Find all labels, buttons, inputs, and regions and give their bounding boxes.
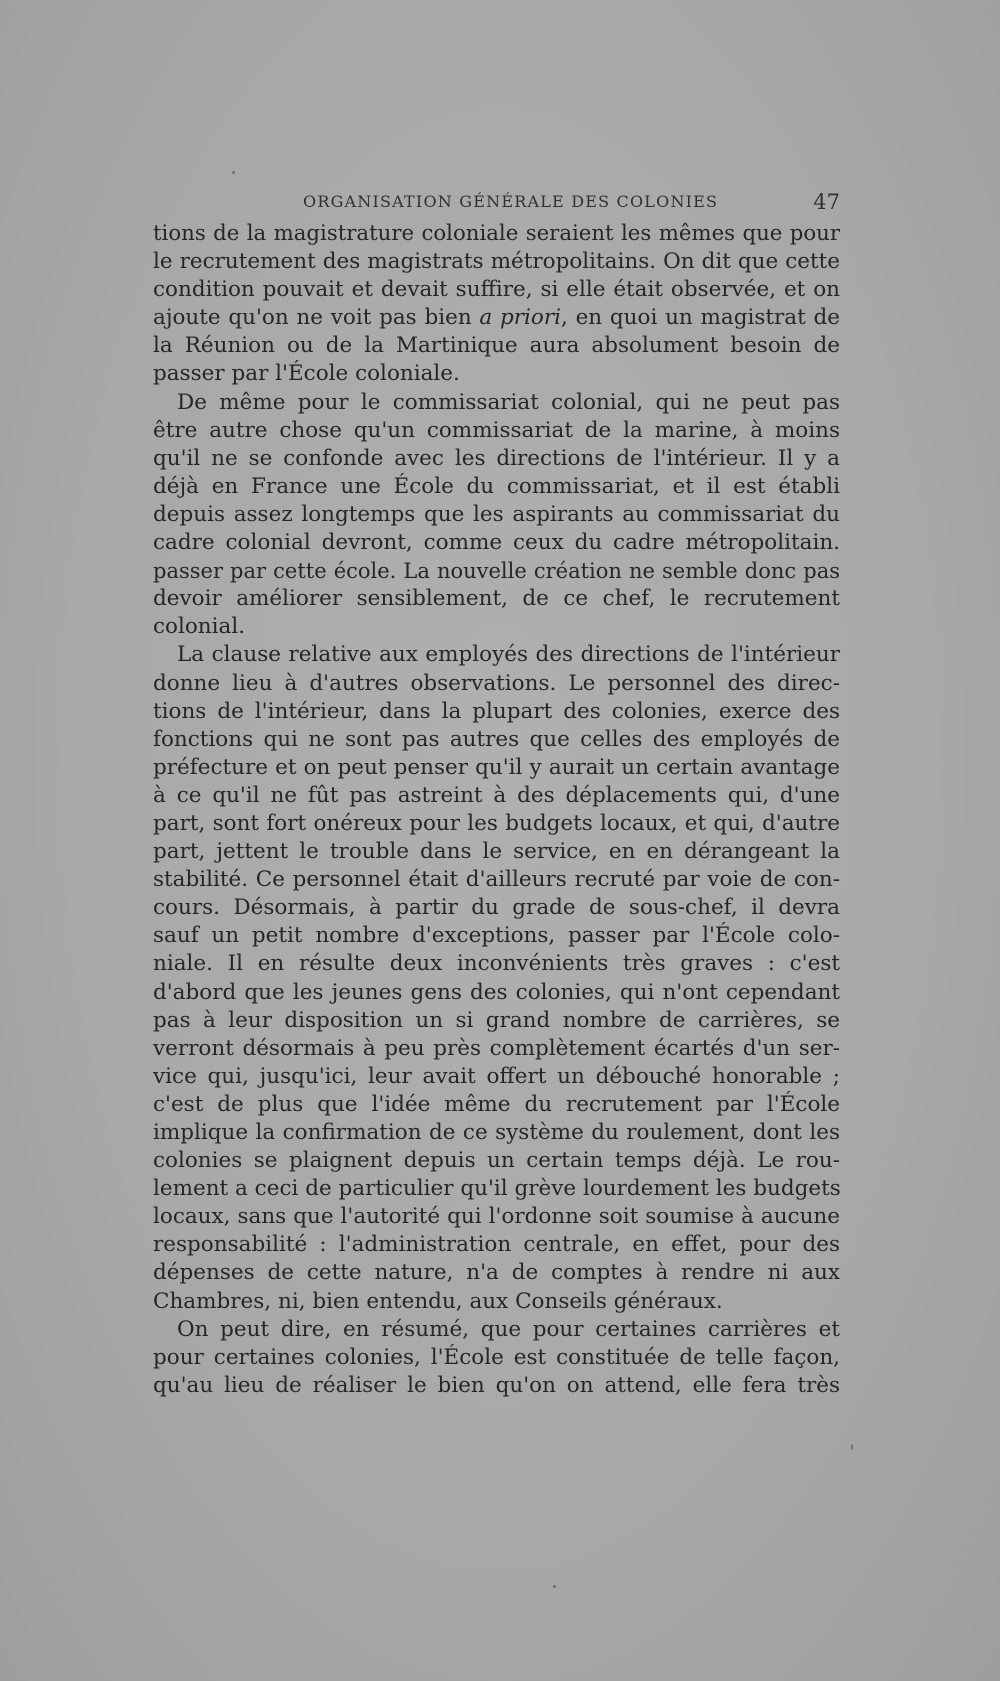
book-page (153, 190, 840, 1400)
text-line: préfecture et on peut penser qu'il y aurait un certain avantage (153, 754, 840, 780)
page-number: 47 (813, 190, 840, 214)
text-line: locaux, sans que l'autorité qui l'ordonne soit soumise à aucune (153, 1204, 840, 1230)
text-line: qu'il ne se confonde avec les directions de l'intérieur. Il y a (153, 445, 840, 471)
text-line: De même pour le commissariat colonial, qui ne peut pas (177, 389, 840, 415)
text-line: tions de la magistrature coloniale seraient les mêmes que pour (153, 221, 840, 246)
text-line: passer par cette école. La nouvelle création ne semble donc pas (153, 559, 840, 584)
text-line: ajoute qu'on ne voit pas bien a priori, en quoi un magistrat de (153, 305, 840, 331)
text-line: à ce qu'il ne fût pas astreint à des déplacements qui, d'une (153, 782, 840, 808)
paper-speck (553, 1585, 556, 1588)
italic-phrase: a priori (479, 305, 561, 331)
paragraph (153, 641, 840, 1315)
running-head (153, 190, 840, 216)
text-line: fonctions qui ne sont pas autres que celles des employés de (153, 726, 840, 752)
paragraph (153, 220, 840, 389)
text-line: colonies se plaignent depuis un certain temps déjà. Le rou- (153, 1148, 840, 1174)
text-line: pas à leur disposition un si grand nombre de carrières, se (153, 1007, 840, 1033)
text-line: On peut dire, en résumé, que pour certaines carrières et (177, 1316, 840, 1342)
running-title: ORGANISATION GÉNÉRALE DES COLONIES (303, 192, 719, 211)
text-line: colonial. (153, 614, 246, 640)
text-line: déjà en France une École du commissariat, et il est établi (153, 473, 840, 499)
body-text (153, 220, 840, 1400)
text-line: stabilité. Ce personnel était d'ailleurs recruté par voie de con- (153, 867, 840, 893)
text-line: la Réunion ou de la Martinique aura absolument besoin de (153, 333, 840, 359)
text-line: être autre chose qu'un commissariat de la marine, à moins (153, 417, 840, 443)
text-line: verront désormais à peu près complètement écartés d'un ser- (153, 1035, 840, 1061)
text-line: qu'au lieu de réaliser le bien qu'on on attend, elle fera très (153, 1372, 840, 1398)
text-line: niale. Il en résulte deux inconvénients très graves : c'est (153, 951, 840, 977)
text-line: part, jettent le trouble dans le service, en en dérangeant la (153, 839, 840, 865)
text-line: responsabilité : l'administration centrale, en effet, pour des (153, 1232, 840, 1258)
text-line: cadre colonial devront, comme ceux du cadre métropolitain. (153, 530, 840, 556)
text-line: d'abord que les jeunes gens des colonies, qui n'ont cependant (153, 979, 840, 1005)
paper-speck (851, 1444, 853, 1450)
text-line: condition pouvait et devait suffire, si elle était observée, et on (153, 277, 840, 303)
text-line: pour certaines colonies, l'École est constituée de telle façon, (153, 1344, 840, 1370)
text-line: implique la confirmation de ce système du roulement, dont les (153, 1120, 840, 1145)
text-line: part, sont fort onéreux pour les budgets locaux, et qui, d'autre (153, 810, 840, 836)
text-line: dépenses de cette nature, n'a de comptes à rendre ni aux (153, 1260, 840, 1286)
text-line: cours. Désormais, à partir du grade de sous-chef, il devra (153, 895, 840, 921)
text-line: tions de l'intérieur, dans la plupart des colonies, exerce des (153, 698, 840, 724)
text-line: depuis assez longtemps que les aspirants au commissariat du (153, 501, 840, 527)
text-line: sauf un petit nombre d'exceptions, passer par l'École colo- (153, 923, 840, 949)
text-line: La clause relative aux employés des directions de l'intérieur (177, 642, 840, 668)
paragraph (153, 1316, 840, 1400)
text-line: donne lieu à d'autres observations. Le personnel des direc- (153, 670, 840, 696)
paragraph (153, 389, 840, 642)
paper-speck (232, 171, 235, 174)
text-line: passer par l'École coloniale. (153, 361, 460, 387)
text-line: devoir améliorer sensiblement, de ce chef, le recrutement (153, 586, 840, 612)
text-line: Chambres, ni, bien entendu, aux Conseils généraux. (153, 1288, 723, 1314)
text-line: c'est de plus que l'idée même du recrutement par l'École (153, 1091, 840, 1117)
text-line: lement a ceci de particulier qu'il grève lourdement les budgets (153, 1176, 841, 1202)
text-line: vice qui, jusqu'ici, leur avait offert un débouché honorable ; (153, 1063, 840, 1089)
text-line: le recrutement des magistrats métropolitains. On dit que cette (153, 249, 840, 275)
